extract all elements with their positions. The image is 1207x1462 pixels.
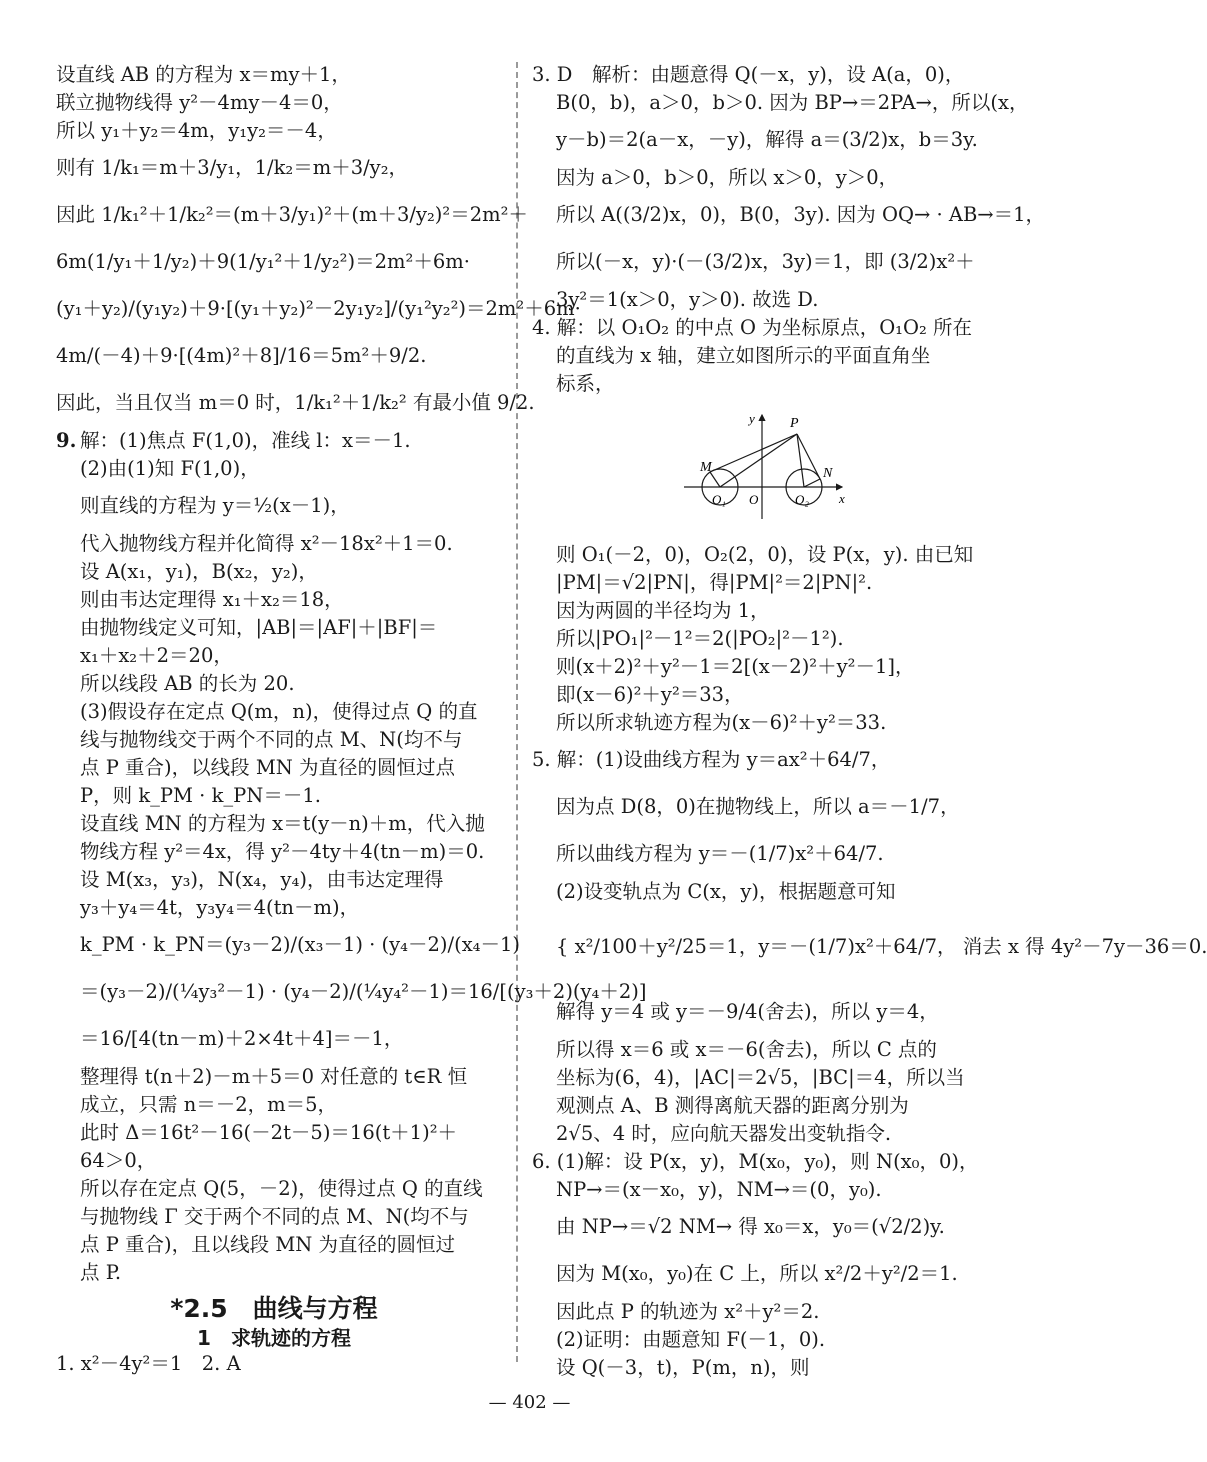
text-line: 4m/(－4)＋9·[(4m)²＋8]/16＝5m²＋9/2.	[56, 344, 427, 367]
problem-number: 9.	[56, 429, 77, 452]
answers-1-2: 1. x²－4y²＝1 2. A	[56, 1352, 241, 1375]
text-line: 由抛物线定义可知，|AB|＝|AF|＋|BF|＝	[80, 616, 438, 639]
text-line: 所以|PO₁|²－1²＝2(|PO₂|²－1²).	[556, 627, 844, 650]
text-line: B(0，b)，a＞0，b＞0. 因为 BP→＝2PA→，所以(x，	[556, 91, 1029, 114]
text-line: (3)假设存在定点 Q(m，n)，使得过点 Q 的直	[80, 700, 478, 723]
text-line: y－b)＝2(a－x，－y)，解得 a＝(3/2)x，b＝3y.	[556, 128, 978, 151]
text-line: 则(x＋2)²＋y²－1＝2[(x－2)²＋y²－1]，	[556, 655, 915, 678]
text-line: 代入抛物线方程并化简得 x²－18x²＋1＝0.	[80, 532, 453, 555]
text-line: 与抛物线 Γ 交于两个不同的点 M、N(均不与	[80, 1205, 469, 1228]
text-line: |PM|＝√2|PN|，得|PM|²＝2|PN|².	[556, 571, 873, 594]
text-line: x₁＋x₂＋2＝20，	[80, 644, 233, 667]
text-line: 成立，只需 n＝－2，m＝5，	[80, 1093, 338, 1116]
text-line: 坐标为(6，4)，|AC|＝2√5，|BC|＝4，所以当	[556, 1066, 965, 1089]
text-line: ＝(y₃－2)/(¼y₃²－1) · (y₄－2)/(¼y₄²－1)＝16/[(y₃＋2)(y₄＋2)]	[80, 980, 647, 1003]
coordinate-figure	[682, 409, 852, 524]
text-line: 2√5、4 时，应向航天器发出变轨指令.	[556, 1122, 892, 1145]
text-line: 设 Q(－3，t)，P(m，n)，则	[556, 1356, 810, 1379]
label-o2: O₂	[795, 492, 809, 507]
label-m: M	[700, 460, 712, 475]
text-line: 设 A(x₁，y₁)，B(x₂，y₂)，	[80, 560, 318, 583]
text-line: 则 O₁(－2，0)，O₂(2，0)，设 P(x，y). 由已知	[556, 543, 974, 566]
text-line: 的直线为 x 轴，建立如图所示的平面直角坐	[556, 344, 931, 367]
text-line: 联立抛物线得 y²－4my－4＝0，	[56, 91, 343, 114]
text-line: y₃＋y₄＝4t，y₃y₄＝4(tn－m)，	[80, 896, 360, 919]
label-p: P	[790, 416, 799, 431]
text-line: P，则 k_PM · k_PN＝－1.	[80, 784, 321, 807]
text-line: 解：(1)焦点 F(1,0)，准线 l：x＝－1.	[80, 429, 411, 452]
text-line: 6m(1/y₁＋1/y₂)＋9(1/y₁²＋1/y₂²)＝2m²＋6m·	[56, 250, 470, 273]
text-line: 所以曲线方程为 y＝－(1/7)x²＋64/7.	[556, 842, 884, 865]
text-line: 所以 A((3/2)x，0)，B(0，3y). 因为 OQ→ · AB→＝1，	[556, 203, 1046, 226]
text-line: 点 P.	[80, 1261, 122, 1284]
text-line: 解得 y＝4 或 y＝－9/4(舍去)，所以 y＝4，	[556, 1000, 939, 1023]
text-line: 所以得 x＝6 或 x＝－6(舍去)，所以 C 点的	[556, 1038, 937, 1061]
section-subtitle: 1 求轨迹的方程	[197, 1326, 351, 1350]
text-line: 3. D 解析：由题意得 Q(－x，y)，设 A(a，0)，	[532, 63, 965, 86]
text-line: (y₁＋y₂)/(y₁y₂)＋9·[(y₁＋y₂)²－2y₁y₂]/(y₁²y₂²)＝2m²＋6m·	[56, 297, 581, 320]
text-line: 64＞0，	[80, 1149, 157, 1172]
text-line: 标系，	[556, 372, 615, 395]
text-line: 点 P 重合)，且以线段 MN 为直径的圆恒过	[80, 1233, 456, 1256]
text-line: (2)证明：由题意知 F(－1，0).	[556, 1328, 826, 1351]
text-line: 线与抛物线交于两个不同的点 M、N(均不与	[80, 728, 463, 751]
text-line: 设直线 MN 的方程为 x＝t(y－n)＋m，代入抛	[80, 812, 485, 835]
text-line: 点 P 重合)，以线段 MN 为直径的圆恒过点	[80, 756, 456, 779]
text-line: 由 NP→＝√2 NM→ 得 x₀＝x，y₀＝(√2/2)y.	[556, 1215, 945, 1238]
problem-9	[56, 428, 492, 453]
text-line: (2)由(1)知 F(1,0)，	[80, 457, 260, 480]
text-line: 因为 M(x₀，y₀)在 C 上，所以 x²/2＋y²/2＝1.	[556, 1262, 958, 1285]
text-line: 所以线段 AB 的长为 20.	[80, 672, 295, 695]
text-line: 整理得 t(n＋2)－m＋5＝0 对任意的 t∈R 恒	[80, 1065, 468, 1088]
text-line: 5. 解：(1)设曲线方程为 y＝ax²＋64/7，	[532, 748, 891, 771]
text-line: 所以存在定点 Q(5，－2)，使得过点 Q 的直线	[80, 1177, 483, 1200]
segment-pm	[710, 434, 797, 472]
label-o: O	[749, 492, 759, 507]
page-number: — 402 —	[488, 1392, 571, 1413]
text-line: ＝16/[4(tn－m)＋2×4t＋4]＝－1，	[80, 1027, 404, 1050]
text-line: 即(x－6)²＋y²＝33，	[556, 683, 744, 706]
text-line: (2)设变轨点为 C(x，y)，根据题意可知	[556, 880, 896, 903]
column-divider	[516, 62, 518, 1362]
text-line: 物线方程 y²＝4x，得 y²－4ty＋4(tn－m)＝0.	[80, 840, 485, 863]
text-line: 因为 a＞0，b＞0，所以 x＞0，y＞0，	[556, 166, 899, 189]
text-line: 设 M(x₃，y₃)，N(x₄，y₄)，由韦达定理得	[80, 868, 444, 891]
text-line: 4. 解：以 O₁O₂ 的中点 O 为坐标原点，O₁O₂ 所在	[532, 316, 972, 339]
text-line: 6. (1)解：设 P(x，y)，M(x₀，y₀)，则 N(x₀，0)，	[532, 1150, 979, 1173]
section-title: *2.5 曲线与方程	[170, 1294, 378, 1323]
segment-po1	[720, 434, 797, 487]
text-line: 因为两圆的半径均为 1，	[556, 599, 770, 622]
text-line: k_PM · k_PN＝(y₃－2)/(x₃－1) · (y₄－2)/(x₄－1)	[80, 933, 521, 956]
label-y: y	[749, 411, 755, 426]
text-line: 设直线 AB 的方程为 x＝my＋1，	[56, 63, 351, 86]
text-line: 所以(－x，y)·(－(3/2)x，3y)＝1，即 (3/2)x²＋	[556, 250, 975, 273]
text-line: 因为点 D(8，0)在抛物线上，所以 a＝－1/7，	[556, 795, 960, 818]
text-line: NP→＝(x－x₀，y)，NM→＝(0，y₀).	[556, 1178, 882, 1201]
text-line: 因此，当且仅当 m＝0 时，1/k₁²＋1/k₂² 有最小值 9/2.	[56, 391, 535, 414]
text-line: 则有 1/k₁＝m＋3/y₁，1/k₂＝m＋3/y₂，	[56, 156, 409, 179]
text-line: 因此点 P 的轨迹为 x²＋y²＝2.	[556, 1300, 820, 1323]
label-o1: O₁	[712, 492, 726, 507]
text-line: 则由韦达定理得 x₁＋x₂＝18，	[80, 588, 344, 611]
label-n: N	[823, 466, 833, 481]
text-line: 所以 y₁＋y₂＝4m，y₁y₂＝－4，	[56, 119, 337, 142]
label-x: x	[839, 491, 845, 506]
right-column	[532, 62, 1207, 1383]
equation-system: { x²/100＋y²/25＝1，y＝－(1/7)x²＋64/7， 消去 x 得 4y²－7y－36＝0.	[556, 935, 1207, 958]
text-line: 所以所求轨迹方程为(x－6)²＋y²＝33.	[556, 711, 887, 734]
text-line: 3y²＝1(x＞0，y＞0). 故选 D.	[556, 288, 819, 311]
segment-o2n	[804, 479, 820, 487]
text-line: 此时 Δ＝16t²－16(－2t－5)＝16(t＋1)²＋	[80, 1121, 458, 1144]
text-line: 则直线的方程为 y＝½(x－1)，	[80, 494, 350, 517]
text-line: 观测点 A、B 测得离航天器的距离分别为	[556, 1094, 909, 1117]
text-line: 因此 1/k₁²＋1/k₂²＝(m＋3/y₁)²＋(m＋3/y₂)²＝2m²＋	[56, 203, 528, 226]
